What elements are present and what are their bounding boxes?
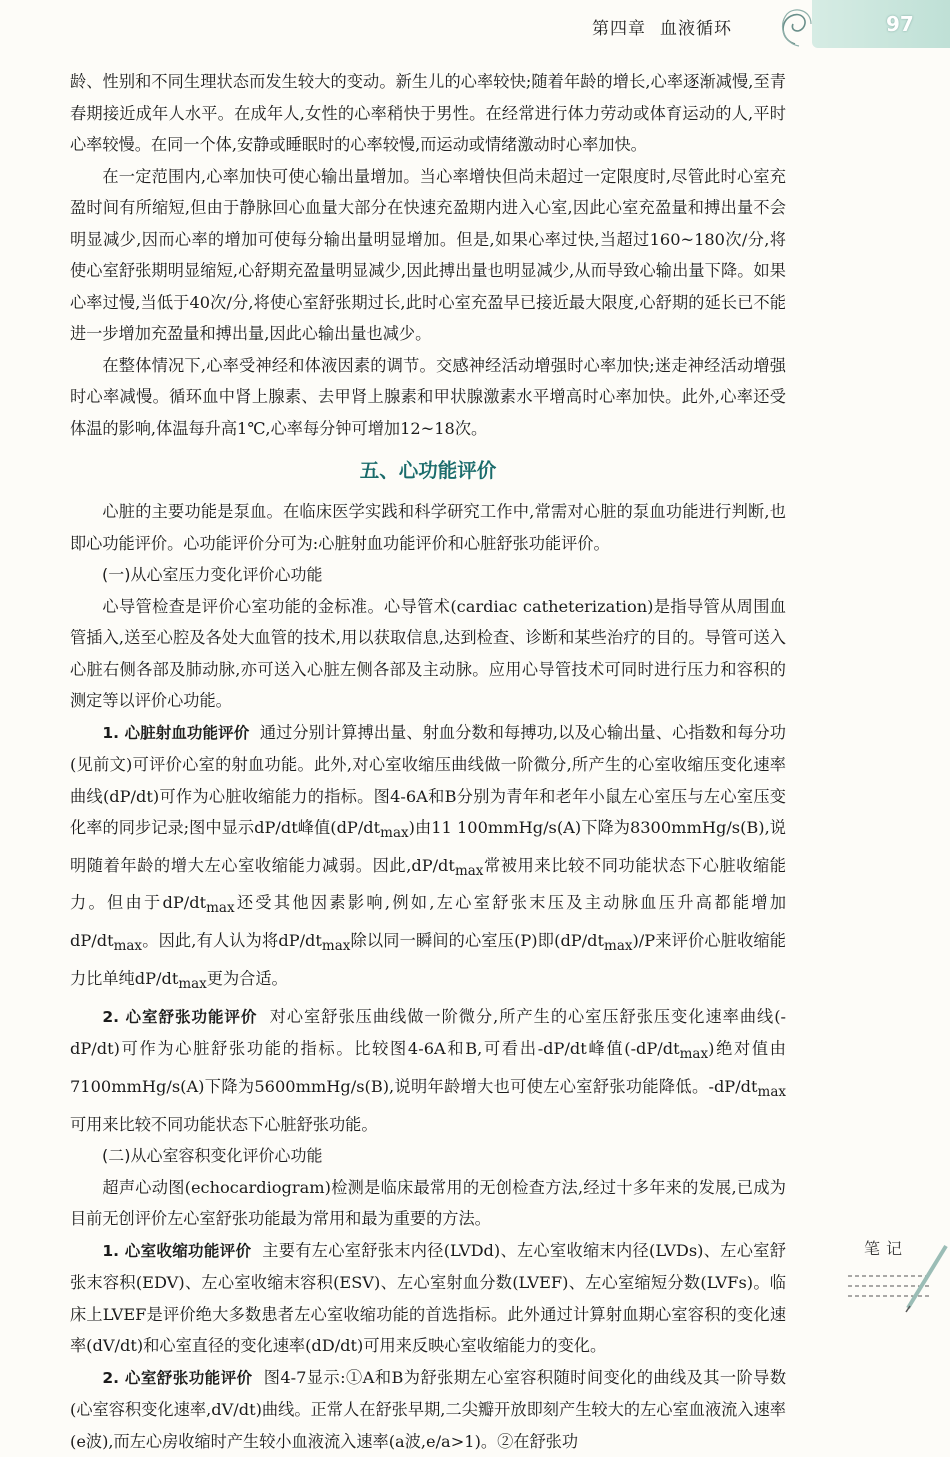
page-number-tab	[812, 0, 950, 48]
chapter-number: 第四章	[592, 19, 646, 39]
section-title: 五、心功能评价	[359, 459, 497, 482]
text-run: 通过分别计算搏出量、射血分数和每搏功,以及心输出量、心指数和每分功(见前文)可评价心室的射血功能。此外,对心室收缩压曲线做一阶微分,所产生的心室收缩压变化速率曲线(dP/dt)可作为心脏收缩能力的指标。图4-6A和B分别为青年和老年小鼠左心室压与左心室压变化率的同步记录;图中显示dP/dt峰值(dP/dt	[70, 722, 786, 837]
paragraph	[70, 1001, 786, 1140]
subscript: max	[454, 862, 484, 879]
text-run: 更为合适。	[206, 968, 288, 988]
paragraph: 心导管检查是评价心室功能的金标准。心导管术(cardiac catheterization)是指导管从周围血管插入,送至心腔及各处大血管的技术,用以获取信息,达到检查、诊断和某些治疗的目的。导管可送入心脏右侧各部及肺动脉,亦可送入心脏左侧各部及主动脉。应用心导管技术可同时进行压力和容积的测定等以评价心功能。	[70, 596, 786, 710]
text-run: )绝对值由7100mmHg/s(A)下降为5600mmHg/s(B),说明年龄增大也可使左心室舒张功能降低。-dP/dt	[70, 1039, 786, 1096]
text-run: 还受其他因素影响,例如,左心室舒张末压及主动脉血压升高都能增加dP/dt	[70, 893, 787, 951]
text-run: )/P来评价心脏收缩能力比单纯dP/dt	[70, 931, 786, 988]
page-number: 97	[886, 12, 914, 36]
subsection-heading: (二)从心室容积变化评价心功能	[102, 1146, 323, 1166]
paragraph-lead: 1. 心室收缩功能评价	[102, 1241, 252, 1260]
paragraph	[70, 717, 786, 1001]
text-run: )由11 100mmHg/s(A)下降为8300mmHg/s(B),说明随着年龄的增大左心室收缩能力减弱。因此,dP/dt	[70, 818, 786, 875]
paragraph	[70, 1235, 786, 1362]
paragraph: 心脏的主要功能是泵血。在临床医学实践和科学研究工作中,常需对心脏的泵血功能进行判断,也即心功能评价。心功能评价分可为:心脏射血功能评价和心脏舒张功能评价。	[70, 502, 786, 553]
subscript: max	[206, 900, 235, 917]
text-run: 。因此,有人认为将dP/dt	[142, 931, 322, 951]
paragraph: 在一定范围内,心率加快可使心输出量增加。当心率增快但尚未超过一定限度时,尽管此时心室充盈时间有所缩短,但由于静脉回心血量大部分在快速充盈期内进入心室,因此心室充盈量和搏出量不会明显减少,因而心率的增加可使每分输出量明显增加。但是,如果心率过快,当超过160~180次/分,将使心室舒张期明显缩短,心舒期充盈量明显减少,因此搏出量也明显减少,从而导致心输出量下降。如果心率过慢,当低于40次/分,将使心室舒张期过长,此时心室充盈早已接近最大限度,心舒期的延长已不能进一步增加充盈量和搏出量,因此心输出量也减少。	[70, 166, 786, 343]
subsection-heading: (一)从心室压力变化评价心功能	[102, 565, 323, 584]
subscript: max	[679, 1046, 709, 1063]
text-run: 除以同一瞬间的心室压(P)即(dP/dt	[350, 931, 605, 951]
pen-lines-icon	[828, 1228, 948, 1322]
subscript: max	[113, 938, 143, 955]
text-run: 图4-7显示:①A和B为舒张期左心室容积随时间变化的曲线及其一阶导数(心室容积变化速率,dV/dt)曲线。正常人在舒张早期,二尖瓣开放即刻产生较大的左心室血液流入速率(e波),而左心房收缩时产生较小血液流入速率(a波,e/a>1)。②在舒张功	[70, 1367, 787, 1451]
text-run: 常被用来比较不同功能状态下心脏收缩能力。但由于dP/dt	[70, 855, 786, 913]
paragraph	[70, 1362, 786, 1457]
text-run: 对心室舒张压曲线做一阶微分,所产生的心室压舒张压变化速率曲线(-dP/dt)可作为心脏舒张功能的指标。比较图4-6A和B,可看出-dP/dt峰值(-dP/dt	[70, 1006, 786, 1059]
subscript: max	[604, 938, 633, 955]
paragraph-lead: 2. 心室舒张功能评价	[102, 1007, 258, 1026]
subscript: max	[321, 938, 351, 955]
margin-note-area	[828, 1228, 948, 1322]
paragraph: 在整体情况下,心率受神经和体液因素的调节。交感神经活动增强时心率加快;迷走神经活动增强时心率减慢。循环血中肾上腺素、去甲肾上腺素和甲状腺激素水平增高时心率加快。此外,心率还受体温的影响,体温每升高1℃,心率每分钟可增加12~18次。	[70, 355, 786, 438]
paragraph-lead: 1. 心脏射血功能评价	[102, 723, 250, 742]
subscript: max	[757, 1084, 786, 1101]
text-run: 主要有左心室舒张末内径(LVDd)、左心室收缩末内径(LVDs)、左心室舒张末容积(EDV)、左心室收缩末容积(ESV)、左心室射血分数(LVEF)、左心室缩短分数(LVFs)。临床上LVEF是评价绝大多数患者左心室收缩功能的首选指标。此外通过计算射血期心室容积的变化速率(dV/dt)和心室直径的变化速率(dD/dt)可用来反映心室收缩能力的变化。	[70, 1240, 786, 1356]
notes-label: 笔记	[864, 1239, 909, 1258]
paragraph: 超声心动图(echocardiogram)检测是临床最常用的无创检查方法,经过十多年来的发展,已成为目前无创评价左心室舒张功能最为常用和最为重要的方法。	[70, 1177, 786, 1229]
paragraph-lead: 2. 心室舒张功能评价	[102, 1368, 253, 1387]
page-header	[0, 0, 950, 52]
paragraph: 龄、性别和不同生理状态而发生较大的变动。新生儿的心率较快;随着年龄的增长,心率逐渐减慢,至青春期接近成年人水平。在成年人,女性的心率稍快于男性。在经常进行体力劳动或体育运动的人,平时心率较慢。在同一个体,安静或睡眠时的心率较慢,而运动或情绪激动时心率加快。	[70, 72, 786, 154]
running-head	[592, 14, 732, 39]
body-text	[70, 66, 786, 1457]
subscript: max	[178, 976, 207, 993]
swirl-ornament-icon	[775, 4, 815, 48]
text-run: 可用来比较不同功能状态下心脏舒张功能。	[70, 1114, 378, 1134]
subscript: max	[380, 825, 409, 842]
chapter-title: 血液循环	[660, 19, 732, 39]
